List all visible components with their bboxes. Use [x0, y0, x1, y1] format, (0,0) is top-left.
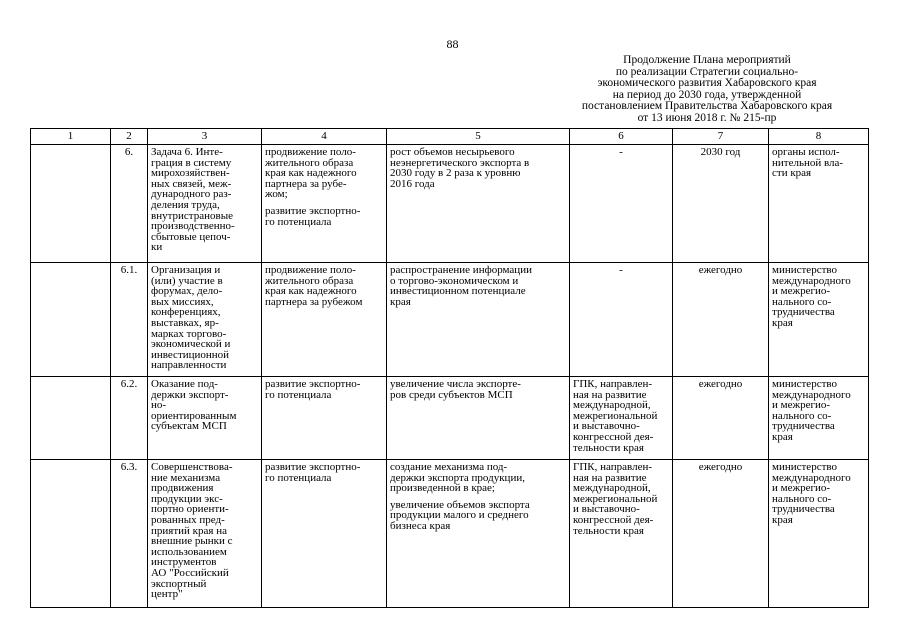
- cell-term: ежегодно: [673, 263, 769, 377]
- cell-number: 6.2.: [111, 377, 148, 460]
- heading-line: от 13 июня 2018 г. № 215-пр: [637, 111, 777, 124]
- heading-line: Продолжение Плана мероприятий: [623, 54, 791, 66]
- cell-executors: министерство международного и межрегио- нального со- трудничества края: [769, 263, 869, 377]
- heading-line: по реализации Стратегии социально-: [615, 65, 799, 78]
- cell-col1: [31, 145, 111, 263]
- plan-table: [30, 128, 869, 608]
- cell-term: 2030 год: [673, 145, 769, 263]
- cell-executors: органы испол- нительной вла- сти края: [769, 145, 869, 263]
- column-header: 4: [262, 129, 387, 145]
- cell-task: Задача 6. Инте- грация в систему мирохозяйствен- ных связей, меж- дународного раз- деления труда, внутристрановые производственно- сбытовые цепоч- ки: [148, 145, 262, 263]
- cell-result: рост объемов несырьевого неэнергетического экспорта в 2030 году в 2 раза к уровню 2016 года: [387, 145, 570, 263]
- cell-number: 6.1.: [111, 263, 148, 377]
- cell-col1: [31, 377, 111, 460]
- heading-line: постановлением Правительства Хабаровского края: [581, 100, 833, 112]
- cell-directions: развитие экспортно- го потенциала: [262, 460, 387, 608]
- cell-number: 6.3.: [111, 460, 148, 608]
- document-heading: [542, 55, 872, 124]
- cell-directions: продвижение поло- жительного образа края как надежного партнера за рубе- жом; развитие экспортно- го потенциала: [262, 145, 387, 263]
- cell-executors: министерство международного и межрегио- нального со- трудничества края: [769, 460, 869, 608]
- heading-line: экономического развития Хабаровского края: [597, 77, 817, 89]
- column-header: 3: [148, 129, 262, 145]
- page-number: 88: [446, 37, 459, 51]
- cell-directions: развитие экспортно- го потенциала: [262, 377, 387, 460]
- table-row: [31, 263, 869, 377]
- table-row: [31, 377, 869, 460]
- cell-term: ежегодно: [673, 377, 769, 460]
- cell-number: 6.: [111, 145, 148, 263]
- table-row: [31, 145, 869, 263]
- column-header: 5: [387, 129, 570, 145]
- cell-result: увеличение числа экспорте- ров среди субъектов МСП: [387, 377, 570, 460]
- header-row: [31, 129, 869, 145]
- cell-task: Оказание под- держки экспорт- но- ориентированным субъектам МСП: [148, 377, 262, 460]
- cell-partners: ГПК, направлен- ная на развитие международной, межрегиональной и выставочно- конгрессной дея- тельности края: [570, 460, 673, 608]
- cell-term: ежегодно: [673, 460, 769, 608]
- cell-directions: продвижение поло- жительного образа края как надежного партнера за рубежом: [262, 263, 387, 377]
- cell-col1: [31, 263, 111, 377]
- cell-result: распространение информации о торгово-экономическом и инвестиционном потенциале края: [387, 263, 570, 377]
- column-header: 7: [673, 129, 769, 145]
- column-header: 2: [111, 129, 148, 145]
- column-header: 1: [31, 129, 111, 145]
- heading-line: на период до 2030 года, утвержденной: [612, 88, 802, 101]
- cell-partners: -: [570, 263, 673, 377]
- cell-executors: министерство международного и межрегио- нального со- трудничества края: [769, 377, 869, 460]
- column-header: 6: [570, 129, 673, 145]
- cell-partners: ГПК, направлен- ная на развитие международной, межрегиональной и выставочно- конгрессной дея- тельности края: [570, 377, 673, 460]
- cell-task: Организация и (или) участие в форумах, дело- вых миссиях, конференциях, выставках, яр- марках торгово- экономической и инвестиционной направленности: [148, 263, 262, 377]
- table-row: [31, 460, 869, 608]
- column-header: 8: [769, 129, 869, 145]
- cell-result: создание механизма под- держки экспорта продукции, произведенной в крае; увеличение объемов экспорта продукции малого и среднего бизнеса края: [387, 460, 570, 608]
- cell-task: Совершенствова- ние механизма продвижения продукции экс- портно ориенти- рованных пред- приятий края на внешние рынки с использованием инструментов АО "Российский экспортный центр": [148, 460, 262, 608]
- cell-col1: [31, 460, 111, 608]
- cell-partners: -: [570, 145, 673, 263]
